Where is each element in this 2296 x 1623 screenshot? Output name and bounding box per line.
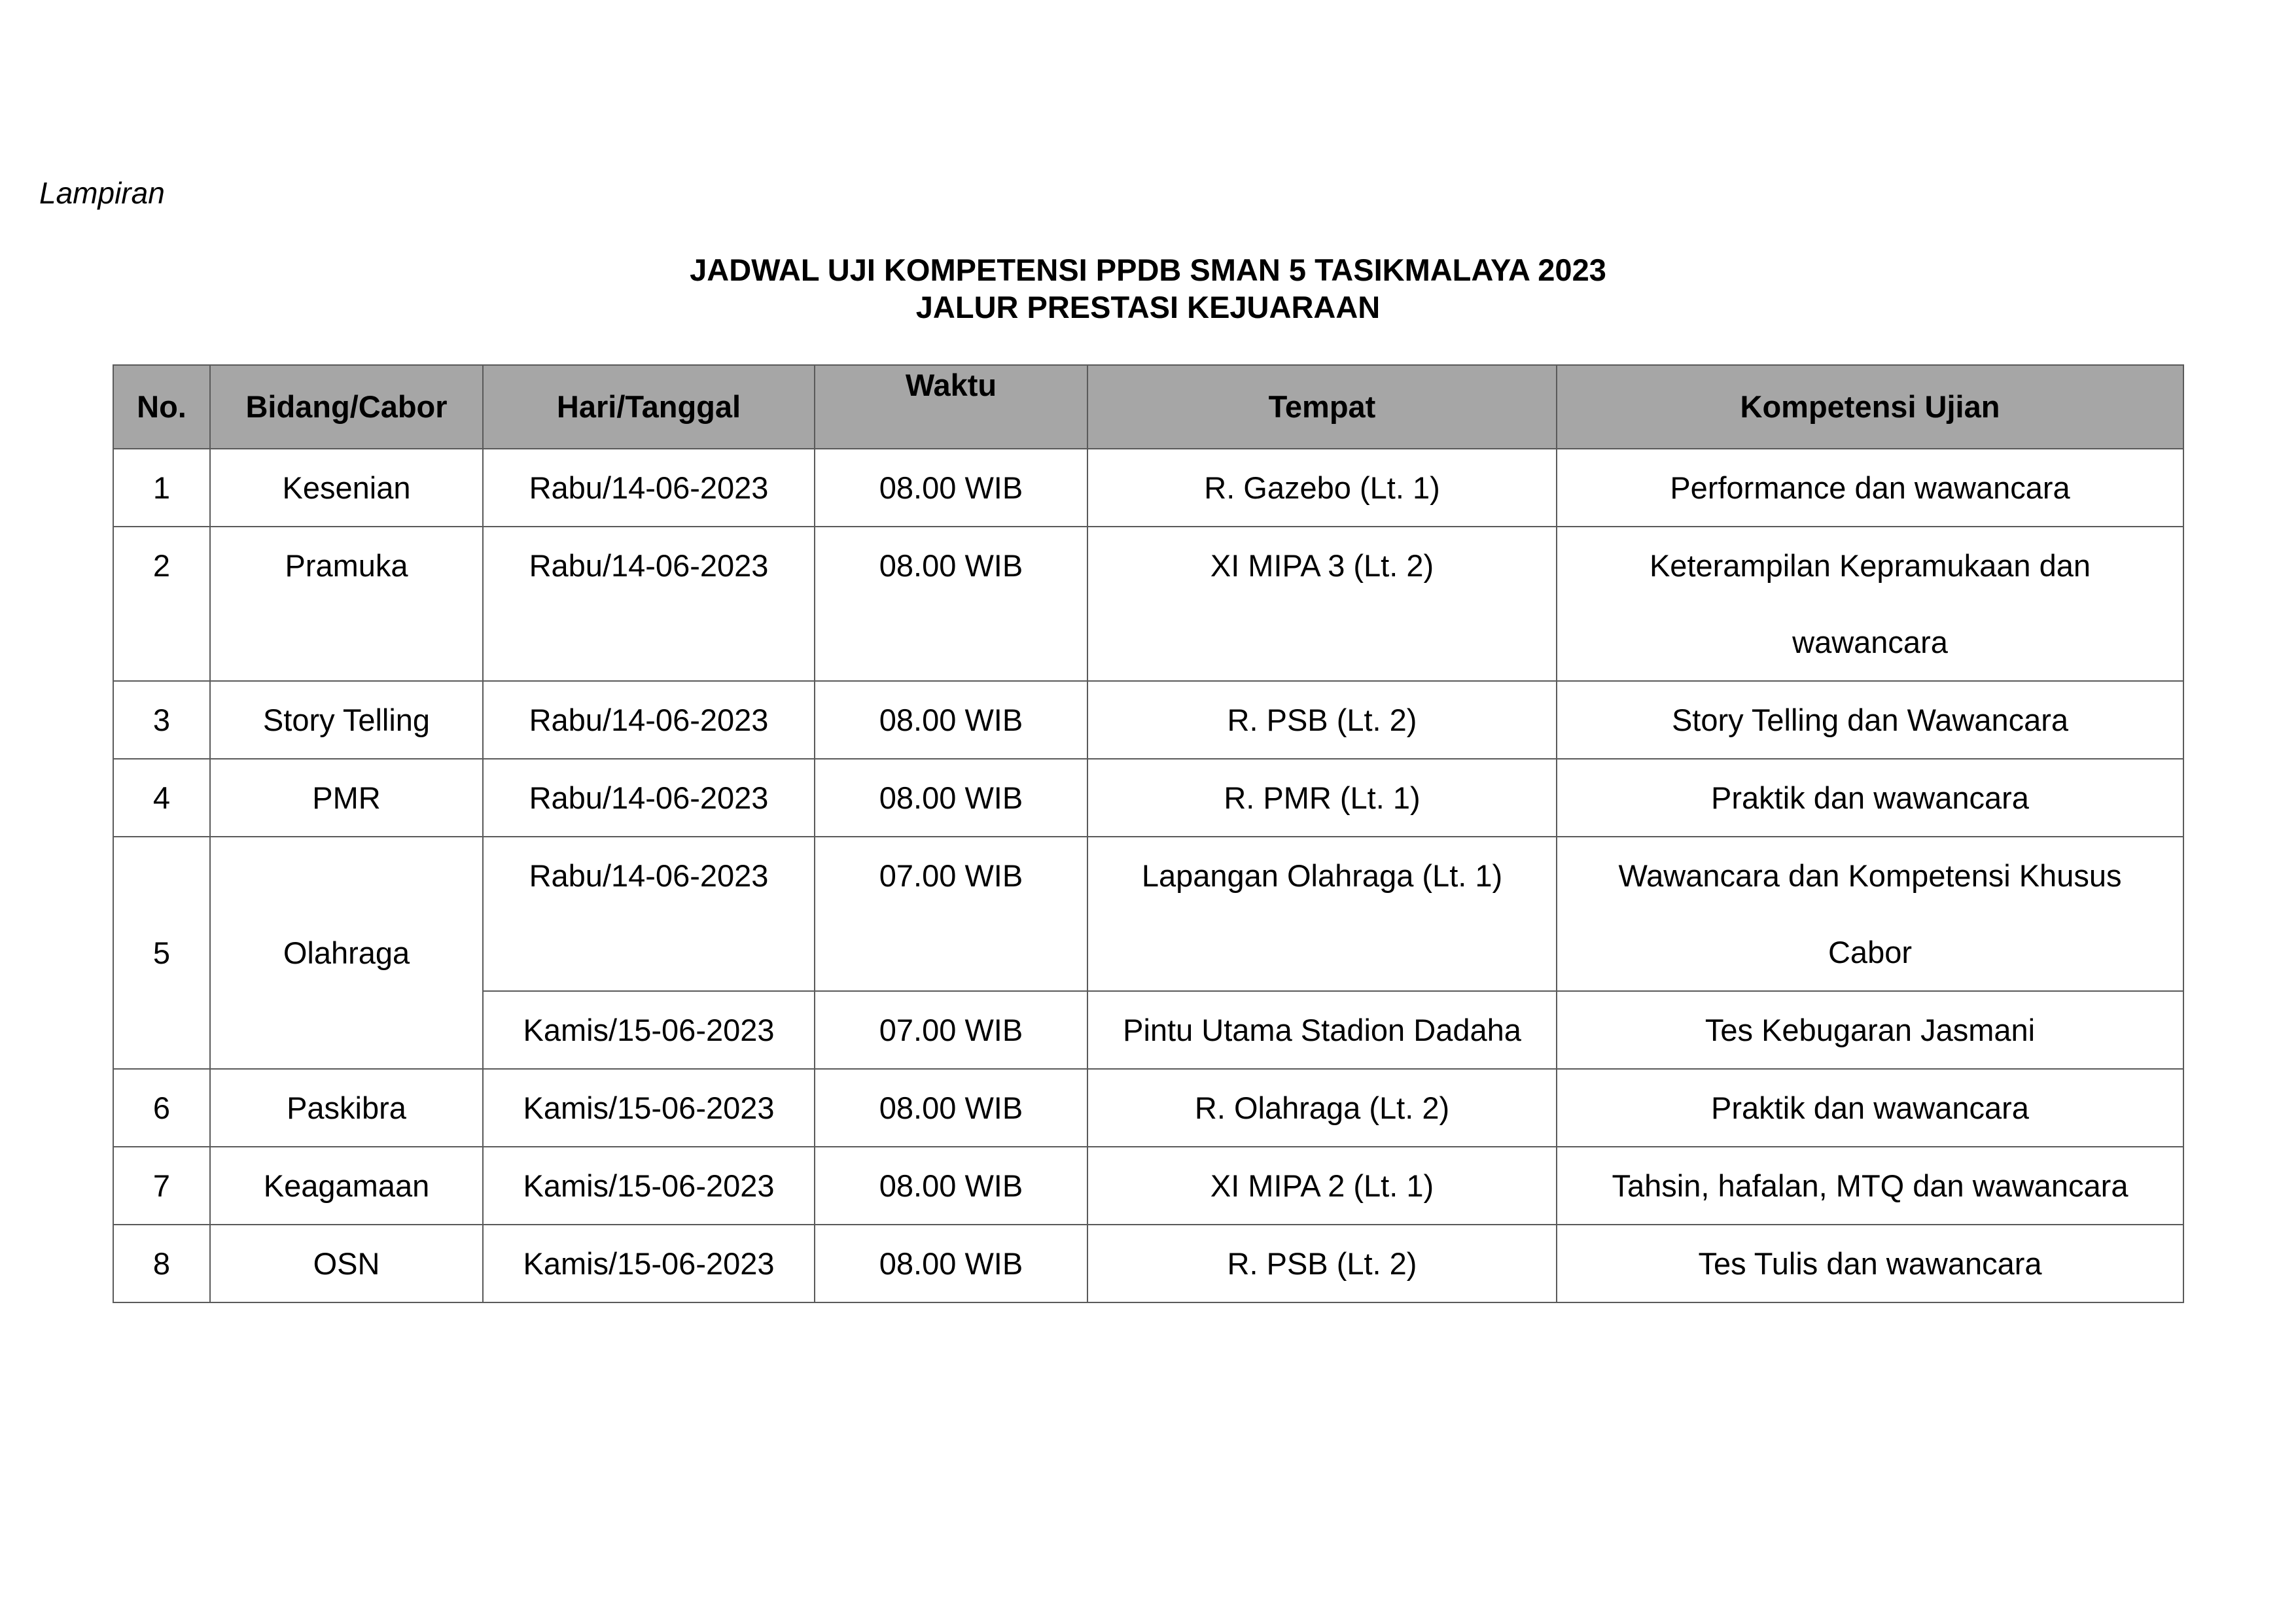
cell-no: 1	[113, 449, 210, 527]
cell-waktu: 07.00 WIB	[815, 837, 1087, 991]
table-row	[113, 1147, 2183, 1225]
cell-waktu: 08.00 WIB	[815, 527, 1087, 681]
cell-kompetensi	[1557, 837, 2183, 991]
cell-tanggal: Rabu/14-06-2023	[483, 759, 815, 837]
cell-tanggal: Rabu/14-06-2023	[483, 837, 815, 991]
table-row	[113, 837, 2183, 991]
lampiran-label: Lampiran	[39, 176, 165, 210]
cell-kompetensi	[1557, 527, 2183, 681]
cell-tanggal: Kamis/15-06-2023	[483, 1147, 815, 1225]
cell-no: 2	[113, 527, 210, 681]
cell-kompetensi-line1: Keterampilan Kepramukaan dan	[1649, 548, 2091, 583]
cell-kompetensi-line2: Cabor	[1828, 935, 1912, 969]
table-row	[113, 1069, 2183, 1147]
document-subtitle: JALUR PRESTASI KEJUARAAN	[915, 290, 1381, 324]
table-row	[113, 759, 2183, 837]
cell-bidang: Keagamaan	[210, 1147, 483, 1225]
cell-waktu: 08.00 WIB	[815, 1069, 1087, 1147]
cell-waktu: 07.00 WIB	[815, 991, 1087, 1069]
column-header-tanggal: Hari/Tanggal	[483, 365, 815, 449]
cell-bidang: Pramuka	[210, 527, 483, 681]
document-title: JADWAL UJI KOMPETENSI PPDB SMAN 5 TASIKMALAYA 2023	[690, 253, 1606, 287]
cell-tanggal: Kamis/15-06-2023	[483, 1069, 815, 1147]
cell-kompetensi: Praktik dan wawancara	[1557, 1069, 2183, 1147]
cell-bidang: Kesenian	[210, 449, 483, 527]
table-header-row	[113, 365, 2183, 449]
column-header-waktu: Waktu	[815, 365, 1087, 449]
column-header-bidang: Bidang/Cabor	[210, 365, 483, 449]
cell-tanggal: Rabu/14-06-2023	[483, 681, 815, 759]
cell-kompetensi-line2: wawancara	[1792, 625, 1948, 659]
cell-tanggal: Rabu/14-06-2023	[483, 527, 815, 681]
cell-tempat: XI MIPA 2 (Lt. 1)	[1087, 1147, 1557, 1225]
column-header-no: No.	[113, 365, 210, 449]
cell-tempat: R. PMR (Lt. 1)	[1087, 759, 1557, 837]
cell-no: 3	[113, 681, 210, 759]
cell-no: 8	[113, 1225, 210, 1302]
table-row	[113, 1225, 2183, 1302]
table-row	[113, 449, 2183, 527]
cell-kompetensi: Tahsin, hafalan, MTQ dan wawancara	[1557, 1147, 2183, 1225]
cell-tempat: Pintu Utama Stadion Dadaha	[1087, 991, 1557, 1069]
table-row	[113, 681, 2183, 759]
cell-tempat: R. PSB (Lt. 2)	[1087, 1225, 1557, 1302]
cell-no: 5	[113, 837, 210, 1069]
schedule-table	[113, 364, 2184, 1303]
column-header-kompetensi: Kompetensi Ujian	[1557, 365, 2183, 449]
cell-kompetensi: Story Telling dan Wawancara	[1557, 681, 2183, 759]
cell-bidang: Story Telling	[210, 681, 483, 759]
cell-tempat: R. PSB (Lt. 2)	[1087, 681, 1557, 759]
cell-kompetensi: Tes Tulis dan wawancara	[1557, 1225, 2183, 1302]
cell-waktu: 08.00 WIB	[815, 759, 1087, 837]
cell-waktu: 08.00 WIB	[815, 681, 1087, 759]
cell-no: 7	[113, 1147, 210, 1225]
cell-tanggal: Kamis/15-06-2023	[483, 991, 815, 1069]
cell-bidang: Olahraga	[210, 837, 483, 1069]
cell-tempat: Lapangan Olahraga (Lt. 1)	[1087, 837, 1557, 991]
cell-kompetensi: Performance dan wawancara	[1557, 449, 2183, 527]
cell-tanggal: Rabu/14-06-2023	[483, 449, 815, 527]
cell-kompetensi-line1: Wawancara dan Kompetensi Khusus	[1618, 858, 2122, 893]
column-header-tempat: Tempat	[1087, 365, 1557, 449]
cell-kompetensi: Praktik dan wawancara	[1557, 759, 2183, 837]
cell-waktu: 08.00 WIB	[815, 1225, 1087, 1302]
cell-tempat: R. Gazebo (Lt. 1)	[1087, 449, 1557, 527]
cell-no: 6	[113, 1069, 210, 1147]
cell-no: 4	[113, 759, 210, 837]
cell-tempat: R. Olahraga (Lt. 2)	[1087, 1069, 1557, 1147]
cell-waktu: 08.00 WIB	[815, 1147, 1087, 1225]
cell-kompetensi: Tes Kebugaran Jasmani	[1557, 991, 2183, 1069]
cell-bidang: PMR	[210, 759, 483, 837]
table-row	[113, 527, 2183, 681]
cell-bidang: OSN	[210, 1225, 483, 1302]
cell-waktu: 08.00 WIB	[815, 449, 1087, 527]
cell-tanggal: Kamis/15-06-2023	[483, 1225, 815, 1302]
cell-tempat: XI MIPA 3 (Lt. 2)	[1087, 527, 1557, 681]
cell-bidang: Paskibra	[210, 1069, 483, 1147]
